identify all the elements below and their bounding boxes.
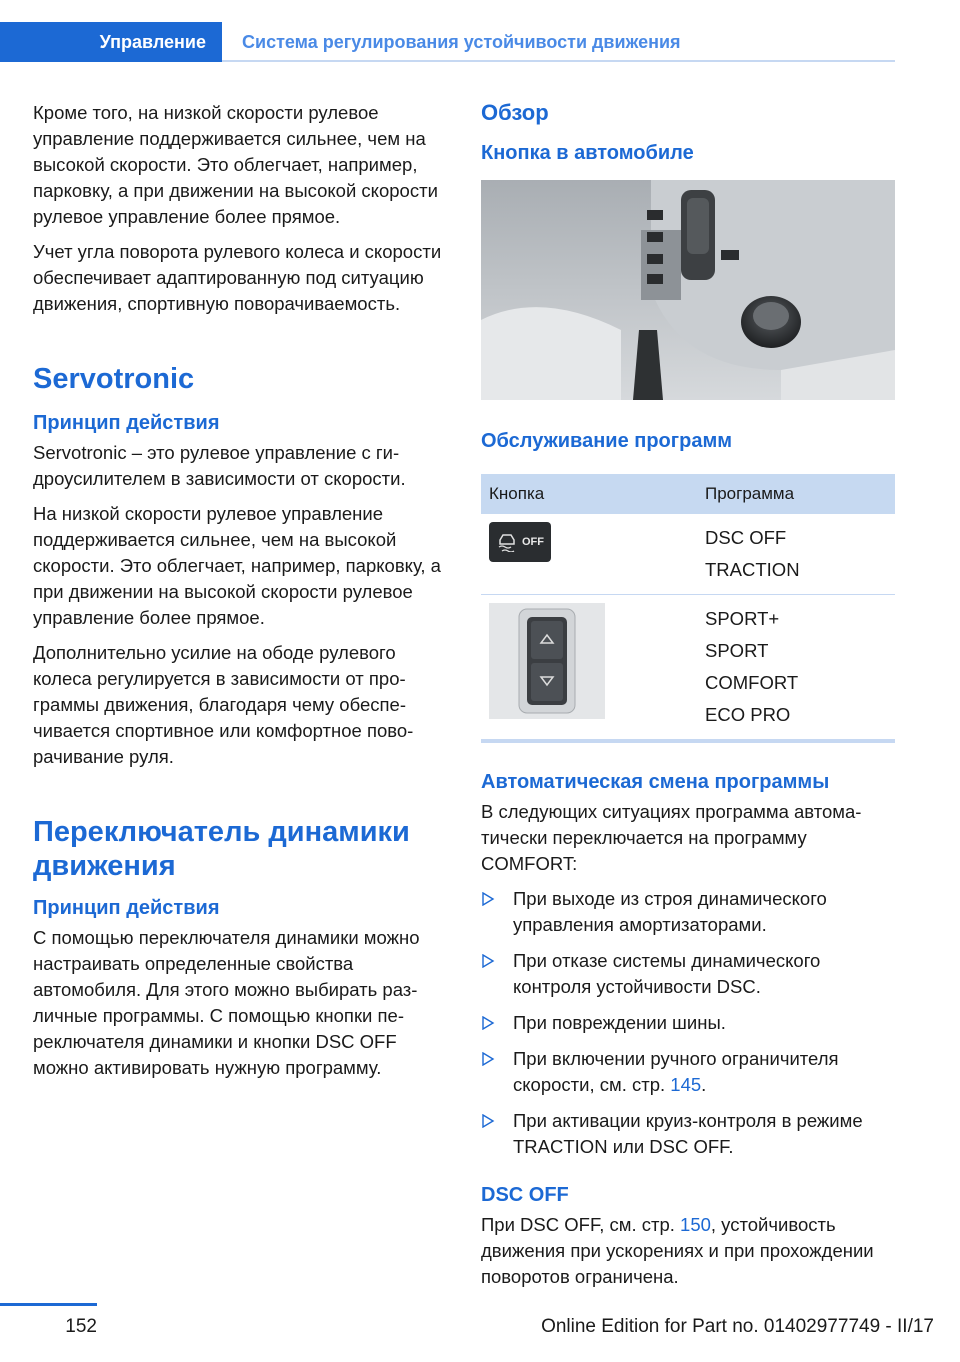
page-number: 152 [65, 1316, 97, 1337]
list-item: При отказе системы динамического контроля устойчивости DSC. [481, 948, 895, 1000]
list-item: При активации круиз-контроля в режиме TRACTION или DSC OFF. [481, 1108, 895, 1160]
right-column [481, 100, 895, 1299]
dsc-off-button-cell [481, 514, 697, 595]
program-dsc-off: DSC OFF [705, 527, 787, 548]
paragraph: На низкой скорости рулевое управление поддерживается сильнее, чем на высокой скорости. Это облегчает, например, парковку, а при движении на высокой скорости рулевое управление более прямое. [33, 503, 441, 628]
triangle-bullet-icon [481, 1052, 495, 1066]
table-row [481, 514, 895, 595]
edition-note: Online Edition for Part no. 01402977749 - II/17 [541, 1316, 934, 1337]
heading-overview: Обзор [481, 100, 549, 125]
list-item: При выходе из строя динамического управления амортизаторами. [481, 886, 895, 938]
skidding-car-icon [496, 532, 518, 552]
program-sport: SPORT [705, 640, 769, 661]
list-item: При повреждении шины. [481, 1010, 895, 1036]
off-label: OFF [522, 536, 544, 548]
programs-table [481, 474, 895, 743]
program-cell [697, 514, 895, 595]
footer-rule [0, 1303, 97, 1306]
program-eco-pro: ECO PRO [705, 704, 791, 725]
column-header-program: Программа [697, 474, 895, 514]
triangle-bullet-icon [481, 892, 495, 906]
program-traction: TRACTION [705, 559, 800, 580]
table-header-row [481, 474, 895, 514]
rocker-switch-cell [481, 595, 697, 742]
table-row [481, 595, 895, 742]
section-title[interactable]: Система регулирования устойчивости движения [242, 31, 681, 52]
program-cell [697, 595, 895, 742]
console-photo [481, 180, 895, 400]
paragraph: Servotronic – это рулевое управление с гидроусилителем в зависимости от скорости. [33, 442, 406, 489]
list-item: При включении ручного ограничителя скорости, см. стр. 145. [481, 1046, 895, 1098]
paragraph: Кроме того, на низкой скорости рулевое управление поддерживается сильнее, чем на высокой скорости. Это облегчает, например, парковку, а при движении на высокой скорости рулевое управление более прямое. [33, 102, 438, 227]
page-link-150[interactable]: 150 [680, 1214, 711, 1235]
heading-driving-dynamics-switch: Переключатель динамики движения [33, 816, 410, 882]
triangle-bullet-icon [481, 1016, 495, 1030]
bullet-list [481, 886, 895, 1160]
heading-button-in-car: Кнопка в автомобиле [481, 142, 694, 164]
chapter-tab[interactable]: Управление [0, 22, 222, 62]
triangle-bullet-icon [481, 954, 495, 968]
driving-dynamics-switch-icon [489, 603, 605, 719]
paragraph: Дополнительно усилие на ободе рулевого колеса регулируется в зависимости от программы движения, благодаря чему обеспечивается спортивное или комфортное поворачивание руля. [33, 642, 414, 767]
heading-program-operation: Обслуживание программ [481, 430, 733, 452]
program-sport-plus: SPORT+ [705, 608, 780, 629]
heading-auto-program-change: Автоматическая смена программы [481, 771, 830, 793]
page-header [0, 0, 895, 62]
subheading-principle: Принцип действия [33, 412, 220, 434]
paragraph: Учет угла поворота рулевого колеса и скорости обеспечивает адаптированную под ситуацию движения, спортивную поворачиваемость. [33, 241, 442, 314]
heading-servotronic: Servotronic [33, 363, 195, 395]
page-link-145[interactable]: 145 [670, 1074, 702, 1095]
column-header-button: Кнопка [481, 474, 697, 514]
heading-dsc-off: DSC OFF [481, 1184, 569, 1206]
header-rule [222, 60, 895, 62]
triangle-bullet-icon [481, 1114, 495, 1128]
paragraph: С помощью переключателя динамики можно настраивать определенные свойства автомобиля. Для этого можно выбирать различные программы. С помощью кнопки переключателя динамики и кнопки DSC OFF можно активировать нужную программу. [33, 927, 420, 1078]
paragraph: При DSC OFF, см. стр. 150, устойчивость движения при ускорениях и при прохождении поворотов ограничена. [481, 1214, 874, 1287]
dsc-off-button-icon [489, 522, 551, 562]
subheading-principle: Принцип действия [33, 897, 220, 919]
left-column [33, 100, 451, 1090]
paragraph: В следующих ситуациях программа автоматически переключается на программу COMFORT: [481, 801, 862, 874]
program-comfort: COMFORT [705, 672, 799, 693]
